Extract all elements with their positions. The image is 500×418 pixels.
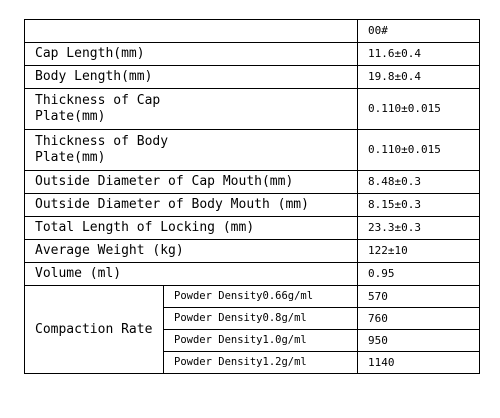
capsule-spec-table (24, 19, 480, 374)
table-row (25, 89, 480, 130)
row-label (25, 130, 358, 171)
row-value: 0.95 (358, 263, 480, 286)
row-label (25, 89, 358, 130)
row-value: 19.8±0.4 (358, 66, 480, 89)
row-value: 0.110±0.015 (358, 89, 480, 130)
compaction-row (25, 286, 480, 308)
table-row (25, 130, 480, 171)
table-row (25, 217, 480, 240)
table-row (25, 194, 480, 217)
row-label: Volume (ml) (25, 263, 358, 286)
row-value: 0.110±0.015 (358, 130, 480, 171)
row-value: 23.3±0.3 (358, 217, 480, 240)
density-value: 950 (358, 330, 480, 352)
row-label: Body Length(mm) (25, 66, 358, 89)
row-value: 11.6±0.4 (358, 43, 480, 66)
compaction-rate-label: Compaction Rate (25, 286, 164, 374)
row-label-text: Thickness of Cap Plate(mm) (35, 93, 161, 124)
density-value: 570 (358, 286, 480, 308)
row-label: Outside Diameter of Body Mouth (mm) (25, 194, 358, 217)
density-value: 1140 (358, 352, 480, 374)
density-label: Powder Density1.2g/ml (164, 352, 358, 374)
header-row (25, 20, 480, 43)
density-label: Powder Density1.0g/ml (164, 330, 358, 352)
density-value: 760 (358, 308, 480, 330)
density-label: Powder Density0.8g/ml (164, 308, 358, 330)
row-value: 122±10 (358, 240, 480, 263)
table-row (25, 263, 480, 286)
row-label: Total Length of Locking (mm) (25, 217, 358, 240)
table-row (25, 43, 480, 66)
row-label: Cap Length(mm) (25, 43, 358, 66)
row-label: Outside Diameter of Cap Mouth(mm) (25, 171, 358, 194)
header-empty-cell (25, 20, 358, 43)
density-label: Powder Density0.66g/ml (164, 286, 358, 308)
table-row (25, 66, 480, 89)
row-value: 8.48±0.3 (358, 171, 480, 194)
row-label: Average Weight (kg) (25, 240, 358, 263)
table-row (25, 171, 480, 194)
row-label-text: Thickness of Body Plate(mm) (35, 134, 169, 165)
table-row (25, 240, 480, 263)
header-size-cell: 00# (358, 20, 480, 43)
row-value: 8.15±0.3 (358, 194, 480, 217)
